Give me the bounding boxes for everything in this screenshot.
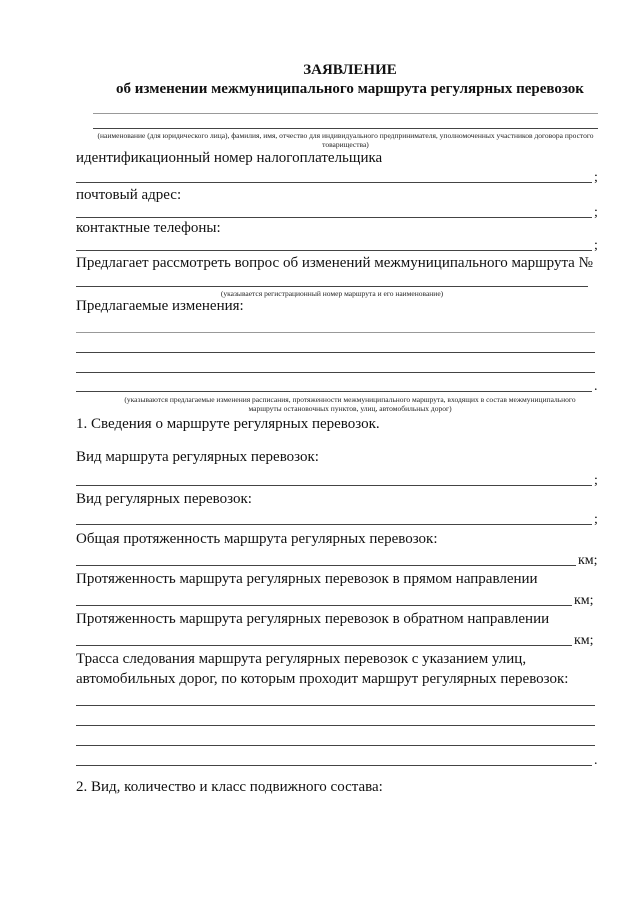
proposal-label: Предлагает рассмотреть вопрос об изменений межмуниципального маршрута № (76, 255, 593, 271)
applicant-line-2[interactable] (93, 128, 598, 129)
phones-label: контактные телефоны: (76, 220, 221, 236)
track-line-1[interactable] (76, 705, 595, 706)
total-length-label: Общая протяженность маршрута регулярных перевозок: (76, 531, 438, 547)
address-label: почтовый адрес: (76, 187, 182, 203)
route-type-semicolon: ; (594, 473, 598, 488)
phones-line[interactable] (76, 250, 592, 251)
total-length-line[interactable] (76, 565, 576, 566)
route-number-line[interactable] (76, 286, 588, 287)
address-line[interactable] (76, 217, 592, 218)
inn-line[interactable] (76, 182, 592, 183)
applicant-hint: (наименование (для юридического лица), фамилия, имя, отчество для индивидуального предпринимателя, уполномоченных участников договора простого товарищества) (97, 131, 594, 149)
track-label-1: Трасса следования маршрута регулярных перевозок с указанием улиц, (76, 651, 527, 667)
total-length-unit: км; (578, 553, 598, 568)
track-period: . (594, 753, 598, 768)
forward-length-label: Протяженность маршрута регулярных перевозок в прямом направлении (76, 571, 538, 587)
section-2-title: 2. Вид, количество и класс подвижного состава: (76, 779, 383, 795)
transport-type-line[interactable] (76, 524, 592, 525)
address-semicolon: ; (594, 205, 598, 220)
changes-period: . (594, 379, 598, 394)
track-label-2: автомобильных дорог, по которым проходит маршрут регулярных перевозок: (76, 671, 569, 687)
route-hint: (указывается регистрационный номер маршрута и его наименование) (220, 289, 444, 298)
transport-type-label: Вид регулярных перевозок: (76, 491, 252, 507)
route-type-label: Вид маршрута регулярных перевозок: (76, 449, 319, 465)
route-type-line[interactable] (76, 485, 592, 486)
track-line-4[interactable] (76, 765, 592, 766)
forward-length-line[interactable] (76, 605, 572, 606)
changes-label: Предлагаемые изменения: (76, 298, 244, 314)
inn-semicolon: ; (594, 170, 598, 185)
applicant-line-1[interactable] (93, 113, 598, 114)
backward-length-unit: км; (574, 633, 594, 648)
changes-line-1[interactable] (76, 332, 595, 333)
section-1-title: 1. Сведения о маршруте регулярных перевозок. (76, 416, 380, 432)
phones-semicolon: ; (594, 238, 598, 253)
changes-line-3[interactable] (76, 372, 595, 373)
changes-hint: (указываются предлагаемые изменения расписания, протяженности межмуниципального маршрута, входящих в состав межмуниципального маршруты остановочных пунктов, улиц, автомобильных дорог) (124, 395, 576, 413)
forward-length-unit: км; (574, 593, 594, 608)
document-subtitle: об изменении межмуниципального маршрута регулярных перевозок (116, 81, 584, 97)
backward-length-line[interactable] (76, 645, 572, 646)
transport-type-semicolon: ; (594, 512, 598, 527)
track-line-3[interactable] (76, 745, 595, 746)
inn-label: идентификационный номер налогоплательщика (76, 150, 383, 166)
changes-line-4[interactable] (76, 391, 592, 392)
changes-line-2[interactable] (76, 352, 595, 353)
document-title: ЗАЯВЛЕНИЕ (303, 62, 397, 78)
backward-length-label: Протяженность маршрута регулярных перевозок в обратном направлении (76, 611, 550, 627)
track-line-2[interactable] (76, 725, 595, 726)
